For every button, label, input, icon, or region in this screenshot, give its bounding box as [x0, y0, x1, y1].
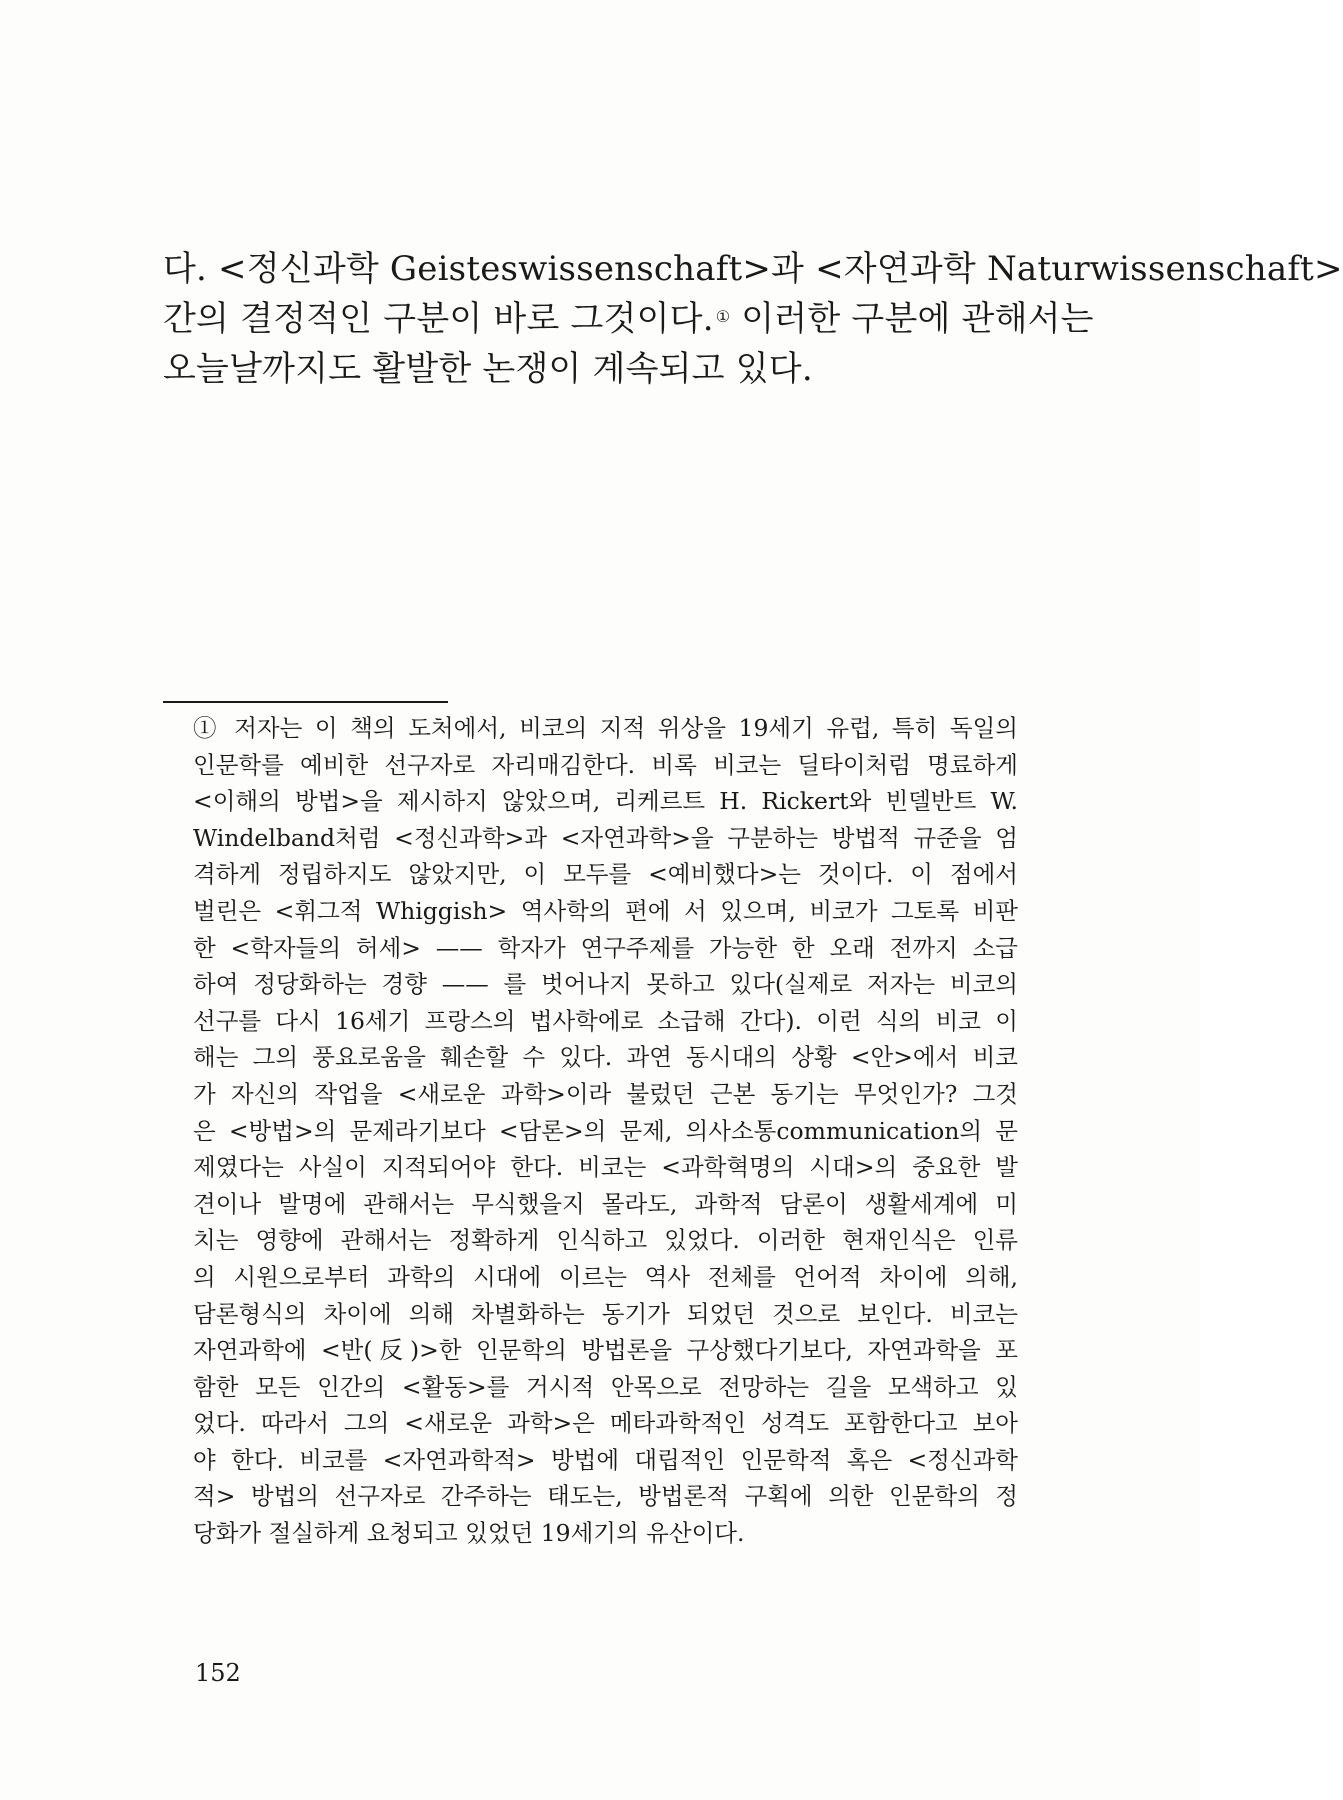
body-line-2-tail: 이러한 구분에 관해서는	[741, 299, 1094, 339]
body-line-2-text: 간의 결정적인 구분이 바로 그것이다.	[163, 299, 714, 339]
footnote-line: 인문학를 예비한 선구자로 자리매김한다. 비록 비코는 딜타이처럼 명료하게	[193, 750, 1018, 779]
footnote-line: 었다. 따라서 그의 <새로운 과학>은 메타과학적인 성격도 포함한다고 보아	[193, 1409, 1018, 1438]
footnote-line: 견이나 발명에 관해서는 무식했을지 몰라도, 과학적 담론이 생활세계에 미	[193, 1189, 1018, 1218]
footnote-line: 한 <학자들의 허세> —— 학자가 연구주제를 가능한 한 오래 전까지 소급	[193, 933, 1018, 962]
footnote-line: 선구를 다시 16세기 프랑스의 법사학에로 소급해 간다). 이런 식의 비코 이	[193, 1006, 1018, 1035]
main-text	[163, 244, 1343, 394]
footnote-line: 하여 정당화하는 경향 —— 를 벗어나지 못하고 있다(실제로 저자는 비코의	[193, 970, 1018, 999]
body-line-1: 다. <정신과학 Geisteswissenschaft>과 <자연과학 Naturwissenschaft>	[163, 249, 1343, 289]
page-number: 152	[195, 1659, 241, 1687]
footnote	[193, 710, 1018, 1552]
footnote-divider	[163, 701, 448, 703]
footnote-line: 제였다는 사실이 지적되어야 한다. 비코는 <과학혁명의 시대>의 중요한 발	[193, 1153, 1018, 1182]
footnote-line: 해는 그의 풍요로움을 훼손할 수 있다. 과연 동시대의 상황 <안>에서 비코	[193, 1043, 1018, 1072]
footnote-line: ① 저자는 이 책의 도처에서, 비코의 지적 위상을 19세기 유럽, 특히 독일의	[193, 714, 1018, 742]
footnote-reference: ①	[715, 307, 731, 326]
footnote-line: 의 시원으로부터 과학의 시대에 이르는 역사 전체를 언어적 차이에 의해,	[193, 1262, 1018, 1291]
footnote-line: 격하게 정립하지도 않았지만, 이 모두를 <예비했다>는 것이다. 이 점에서	[193, 860, 1018, 889]
body-line-3: 오늘날까지도 활발한 논쟁이 계속되고 있다.	[163, 349, 813, 389]
footnote-line: <이해의 방법>을 제시하지 않았으며, 리케르트 H. Rickert와 빈델반트 W.	[193, 787, 1018, 816]
footnote-line: 은 <방법>의 문제라기보다 <담론>의 문제, 의사소통communication의 문	[193, 1116, 1018, 1145]
footnote-line: 담론형식의 차이에 의해 차별화하는 동기가 되었던 것으로 보인다. 비코는	[193, 1299, 1018, 1328]
footnote-line: 적> 방법의 선구자로 간주하는 태도는, 방법론적 구획에 의한 인문학의 정	[193, 1482, 1018, 1511]
footnote-line: 벌린은 <휘그적 Whiggish> 역사학의 편에 서 있으며, 비코가 그토록 비판	[193, 896, 1018, 925]
footnote-line: 자연과학에 <반(反)>한 인문학의 방법론을 구상했다기보다, 자연과학을 포	[193, 1336, 1018, 1365]
footnote-line: 당화가 절실하게 요청되고 있었던 19세기의 유산이다.	[193, 1519, 745, 1548]
footnote-line: Windelband처럼 <정신과학>과 <자연과학>을 구분하는 방법적 규준을 엄	[193, 823, 1018, 852]
footnote-line: 가 자신의 작업을 <새로운 과학>이라 불렀던 근본 동기는 무엇인가? 그것	[193, 1079, 1018, 1108]
footnote-line: 함한 모든 인간의 <활동>를 거시적 안목으로 전망하는 길을 모색하고 있	[193, 1372, 1018, 1401]
body-line-2	[163, 294, 1094, 344]
footnote-line: 치는 영향에 관해서는 정확하게 인식하고 있었다. 이러한 현재인식은 인류	[193, 1226, 1018, 1255]
footnote-line: 야 한다. 비코를 <자연과학적> 방법에 대립적인 인문학적 혹은 <정신과학	[193, 1445, 1018, 1474]
